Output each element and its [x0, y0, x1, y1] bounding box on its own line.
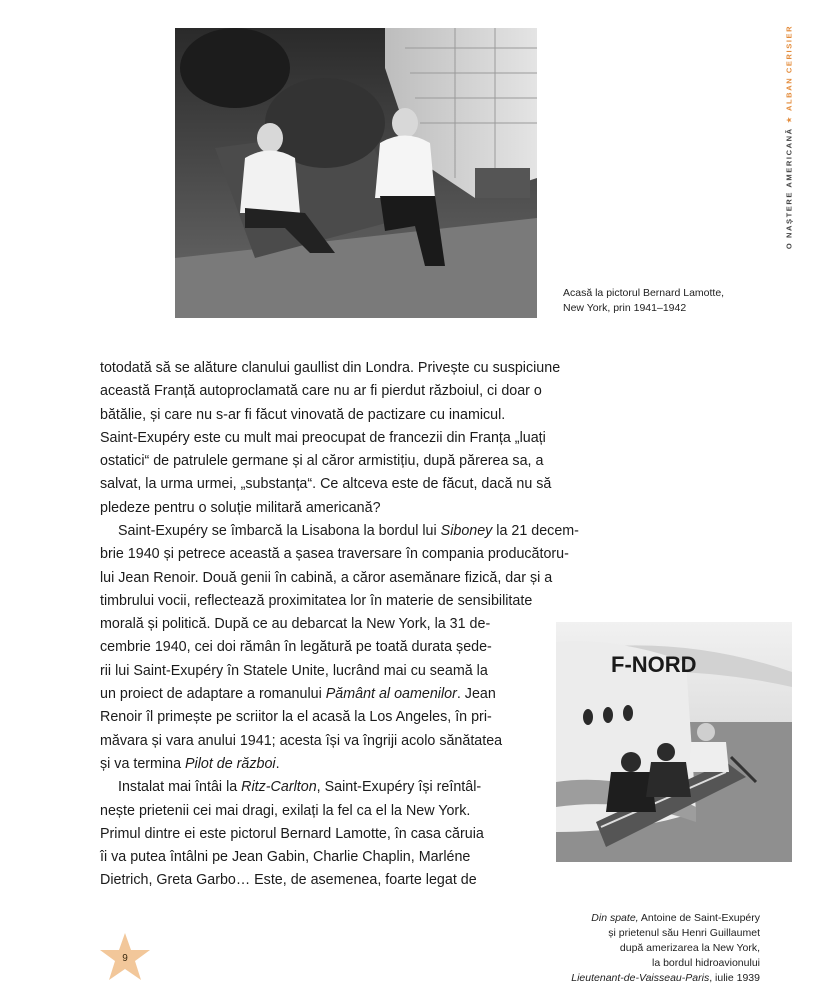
- book-title: Pilot de război: [185, 755, 276, 772]
- text-line: morală și politică. După ce au debarcat la New York, la 31 de-: [100, 616, 491, 633]
- text-line: Instalat mai întâi la Ritz-Carlton, Saint-Exupéry își reîntâl-: [118, 779, 482, 796]
- text-line: Saint-Exupéry este cu mult mai preocupat de francezii din Franța „luați: [100, 429, 546, 446]
- text-line: bătălie, și care nu s-ar fi făcut vinovată de pactizare cu inamicul.: [100, 406, 506, 423]
- text-line: pledeze pentru o soluție militară americană?: [100, 499, 381, 516]
- text-line: nește prietenii cei mai dragi, exilați la fel ca el la New York.: [100, 802, 471, 819]
- caption-top-line-2: New York, prin 1941–1942: [563, 302, 687, 314]
- photo-seaplane-boat: [556, 622, 792, 862]
- caption-bottom-line-2: și prietenul său Henri Guillaumet: [608, 927, 760, 939]
- text-line: rii lui Saint-Exupéry în Statele Unite, lucrând mai cu seamă la: [100, 662, 488, 679]
- text-line: și va termina Pilot de război.: [100, 755, 280, 772]
- text-line: măvara și vara anului 1941; acesta își va îngriji acolo sănătatea: [100, 732, 503, 749]
- caption-bottom-line-5: Lieutenant-de-Vaisseau-Paris, iulie 1939: [571, 972, 760, 984]
- caption-top-line-1: Acasă la pictorul Bernard Lamotte,: [563, 287, 725, 299]
- caption-bottom-line-4: la bordul hidroavionului: [652, 957, 760, 969]
- text-line: lui Jean Renoir. Două genii în cabină, a căror asemănare fizică, dar și a: [100, 569, 553, 586]
- text-line: totodată să se alăture clanului gaullist din Londra. Privește cu suspiciune: [100, 360, 561, 376]
- text-line: Primul dintre ei este pictorul Bernard Lamotte, în casa căruia: [100, 825, 484, 842]
- running-head: [780, 22, 798, 252]
- text-line: Saint-Exupéry se îmbarcă la Lisabona la bordul lui Siboney la 21 decem-: [118, 523, 579, 539]
- ship-name: Siboney: [440, 523, 493, 539]
- running-head-author: ALBAN CERISIER: [784, 24, 794, 112]
- text-line: această Franță autoproclamată care nu ar fi pierdut războiul, ci doar o: [100, 383, 542, 400]
- caption-bottom: [548, 911, 760, 986]
- text-line: timbrului vocii, reflectează proximitatea lor în materie de sensibilitate: [100, 592, 533, 609]
- text-line: Renoir îl primește pe scriitor la el acasă la Los Angeles, în pri-: [100, 709, 492, 726]
- running-head-star-icon: ★: [784, 115, 794, 124]
- caption-bottom-line-3: după amerizarea la New York,: [619, 942, 760, 954]
- text-line: Dietrich, Greta Garbo… Este, de asemenea, foarte legat de: [100, 872, 477, 889]
- text-line: îi va putea întâlni pe Jean Gabin, Charlie Chaplin, Marléne: [100, 849, 471, 866]
- plane-marking-text: F-NORD: [611, 652, 697, 677]
- text-line: cembrie 1940, cei doi rămân în legătură pe toată durata șede-: [100, 639, 492, 656]
- caption-top: [563, 286, 803, 316]
- page-number: 9: [122, 953, 128, 964]
- caption-bottom-line-1: Din spate, Antoine de Saint-Exupéry: [591, 912, 760, 924]
- book-title: Pământ al oamenilor: [325, 686, 457, 703]
- hotel-name: Ritz-Carlton: [241, 779, 317, 796]
- running-head-section: O NAȘTERE AMERICANĂ: [784, 127, 794, 250]
- text-line: brie 1940 și petrece această a șasea traversare în compania producătoru-: [100, 546, 569, 563]
- text-line: ostatici“ de patrulele germane și al căror armistițiu, după părerea sa, a: [100, 453, 544, 470]
- body-paragraph-1: [100, 357, 561, 520]
- photo-lamotte-terrace: [175, 28, 537, 318]
- body-paragraph-2-3: [100, 520, 579, 893]
- text-line: salvat, la urma urmei, „substanța“. Ce altceva este de făcut, dacă nu să: [100, 476, 552, 493]
- text-line: un proiect de adaptare a romanului Pământ al oamenilor. Jean: [100, 686, 496, 703]
